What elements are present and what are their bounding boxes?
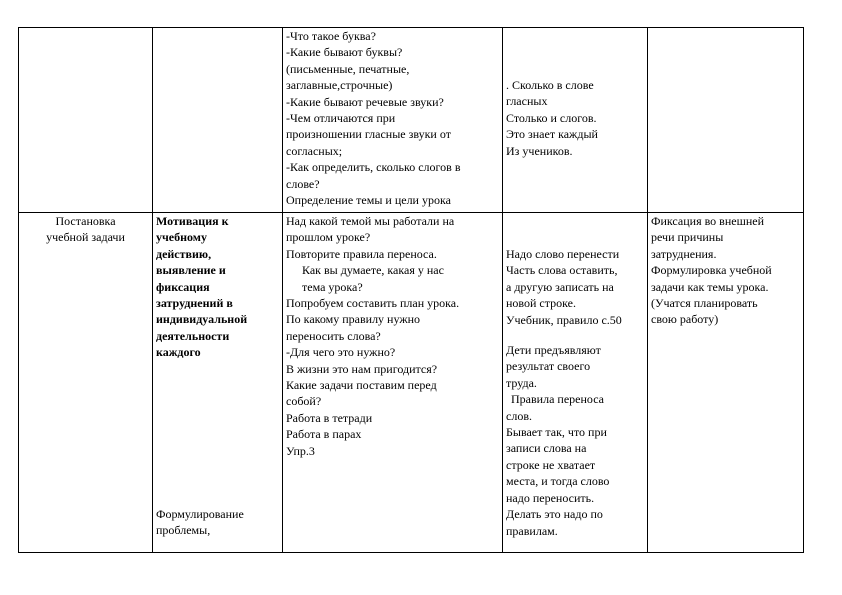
- text-line: учебному: [156, 230, 207, 245]
- text-line: . Сколько в слове: [506, 78, 594, 92]
- text-line: свою работу): [651, 312, 719, 327]
- text-line: Повторите правила переноса.: [286, 246, 437, 261]
- table-row: [19, 28, 804, 213]
- text-line: слов.: [506, 408, 532, 423]
- stage-cell: [19, 213, 153, 553]
- text-line: собой?: [286, 394, 322, 409]
- text-line: переносить слова?: [286, 328, 381, 343]
- text-line: -Какие бывают речевые звуки?: [286, 94, 444, 109]
- text-line: Постановка: [55, 214, 116, 228]
- text-line: Учебник, правило с.50: [506, 312, 622, 327]
- text-line: Упр.3: [286, 443, 315, 458]
- text-line: задачи как темы урока.: [651, 279, 769, 294]
- text-line: надо переносить.: [506, 490, 595, 505]
- text-line: строке не хватает: [506, 457, 596, 472]
- text-line: заглавные,строчные): [286, 78, 393, 93]
- text-line: Делать это надо по: [506, 507, 603, 522]
- text-line: Из учеников.: [506, 143, 573, 158]
- text-line: затруднений в: [156, 296, 233, 311]
- text-line: Работа в парах: [286, 427, 362, 442]
- text-line: затруднения.: [651, 246, 717, 261]
- text-line: труда.: [506, 375, 537, 390]
- text-line: Надо слово перенести: [506, 247, 620, 261]
- text-line: Работа в тетради: [286, 410, 373, 425]
- text-line: Бывает так, что при: [506, 425, 607, 440]
- lesson-plan-table: [18, 27, 804, 553]
- goal-text: [156, 213, 279, 361]
- text-line: Формулировка учебной: [651, 263, 772, 278]
- text-line: а другую записать на: [506, 279, 614, 294]
- text-line: индивидуальной: [156, 312, 248, 327]
- text-line: места, и тогда слово: [506, 474, 610, 489]
- stage-title: [22, 213, 149, 246]
- uud-cell-empty: [648, 28, 804, 213]
- text-line: деятельности: [156, 328, 230, 343]
- text-line: Дети предъявляют: [506, 343, 601, 358]
- goal-cell-empty: [153, 28, 283, 213]
- problem-formulation-text: [156, 506, 279, 539]
- text-line: -Какие бывают буквы?: [286, 45, 403, 60]
- text-line: учебной задачи: [46, 230, 125, 245]
- teacher-questions-text: [286, 213, 499, 459]
- student-activity-cell: [503, 213, 648, 553]
- text-line: По какому правилу нужно: [286, 312, 421, 327]
- text-line: прошлом уроке?: [286, 230, 371, 245]
- text-line: записи слова на: [506, 441, 587, 456]
- text-line: произношении гласные звуки от: [286, 127, 451, 142]
- teacher-questions-text: [286, 28, 499, 208]
- goal-cell: [153, 213, 283, 553]
- text-line: речи причины: [651, 230, 724, 245]
- text-line: согласных;: [286, 143, 343, 158]
- text-line: В жизни это нам пригодится?: [286, 361, 438, 376]
- text-line: Это знает каждый: [506, 127, 598, 142]
- stage-cell-empty: [19, 28, 153, 213]
- text-line: гласных: [506, 94, 548, 109]
- teacher-activity-cell: [283, 213, 503, 553]
- table-row: [19, 213, 804, 553]
- teacher-activity-cell: [283, 28, 503, 213]
- text-line: действию,: [156, 246, 212, 261]
- text-line: Столько и слогов.: [506, 110, 597, 125]
- text-line: Как вы думаете, какая у нас: [302, 263, 444, 278]
- text-line: Формулирование: [156, 506, 244, 521]
- text-line: Определение темы и цели урока: [286, 193, 451, 208]
- text-line: тема урока?: [302, 279, 363, 294]
- text-line: -Что такое буква?: [286, 29, 376, 43]
- text-line: каждого: [156, 345, 201, 360]
- text-line: Какие задачи поставим перед: [286, 378, 437, 393]
- text-line: Часть слова оставить,: [506, 263, 618, 278]
- text-line: слове?: [286, 176, 320, 191]
- text-line: новой строке.: [506, 296, 577, 311]
- text-line: Попробуем составить план урока.: [286, 296, 460, 311]
- text-line: фиксация: [156, 279, 210, 294]
- text-line: Правила переноса: [511, 392, 604, 407]
- text-line: Фиксация во внешней: [651, 214, 765, 228]
- student-activity-cell: [503, 28, 648, 213]
- uud-text: [651, 213, 800, 328]
- text-line: проблемы,: [156, 523, 211, 538]
- text-line: Мотивация к: [156, 214, 229, 228]
- text-line: (письменные, печатные,: [286, 61, 410, 76]
- text-line: -Для чего это нужно?: [286, 345, 396, 360]
- text-line: (Учатся планировать: [651, 296, 758, 311]
- student-answer-text: [506, 246, 644, 539]
- student-answer-text: [506, 77, 644, 159]
- text-line: правилам.: [506, 523, 558, 538]
- text-line: Над какой темой мы работали на: [286, 214, 455, 228]
- text-line: результат своего: [506, 359, 591, 374]
- text-line: -Чем отличаются при: [286, 111, 396, 126]
- text-line: -Как определить, сколько слогов в: [286, 160, 461, 175]
- uud-cell: [648, 213, 804, 553]
- text-line: выявление и: [156, 263, 226, 278]
